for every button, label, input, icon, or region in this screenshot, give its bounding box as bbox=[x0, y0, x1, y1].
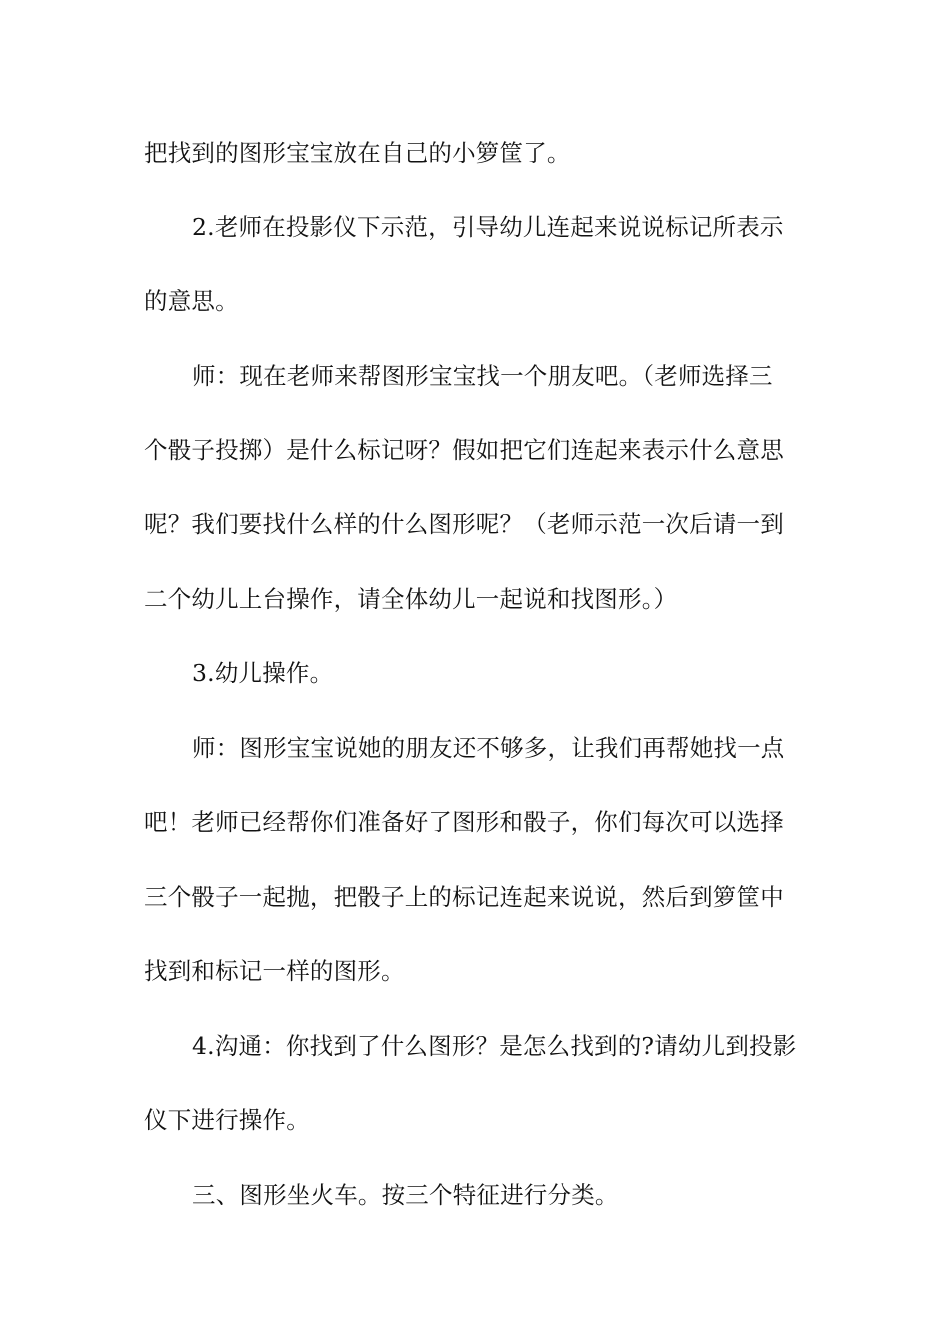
text-line: 呢？我们要找什么样的什么图形呢？（老师示范一次后请一到 bbox=[144, 510, 784, 538]
paragraph-step-3: 3.幼儿操作。 bbox=[192, 659, 334, 687]
paragraph-teacher-speech-1: 师：现在老师来帮图形宝宝找一个朋友吧。（老师选择三 bbox=[192, 362, 773, 390]
paragraph-step-4: 4.沟通：你找到了什么图形？是怎么找到的?请幼儿到投影 bbox=[192, 1032, 797, 1060]
text-line: 个骰子投掷）是什么标记呀？假如把它们连起来表示什么意思 bbox=[144, 436, 784, 464]
paragraph-step-2: 2.老师在投影仪下示范，引导幼儿连起来说说标记所表示 bbox=[192, 213, 784, 241]
text-line: 的意思。 bbox=[144, 287, 239, 315]
text-line-continuation: 把找到的图形宝宝放在自己的小箩筐了。 bbox=[144, 139, 571, 167]
text-line: 吧！老师已经帮你们准备好了图形和骰子，你们每次可以选择 bbox=[144, 808, 784, 836]
paragraph-teacher-speech-2: 师：图形宝宝说她的朋友还不够多，让我们再帮她找一点 bbox=[192, 734, 785, 762]
section-heading-3: 三、图形坐火车。按三个特征进行分类。 bbox=[192, 1181, 619, 1209]
text-line: 二个幼儿上台操作，请全体幼儿一起说和找图形。） bbox=[144, 585, 678, 613]
text-line: 三个骰子一起抛，把骰子上的标记连起来说说，然后到箩筐中 bbox=[144, 883, 784, 911]
text-line: 仪下进行操作。 bbox=[144, 1106, 310, 1134]
text-line: 找到和标记一样的图形。 bbox=[144, 957, 405, 985]
